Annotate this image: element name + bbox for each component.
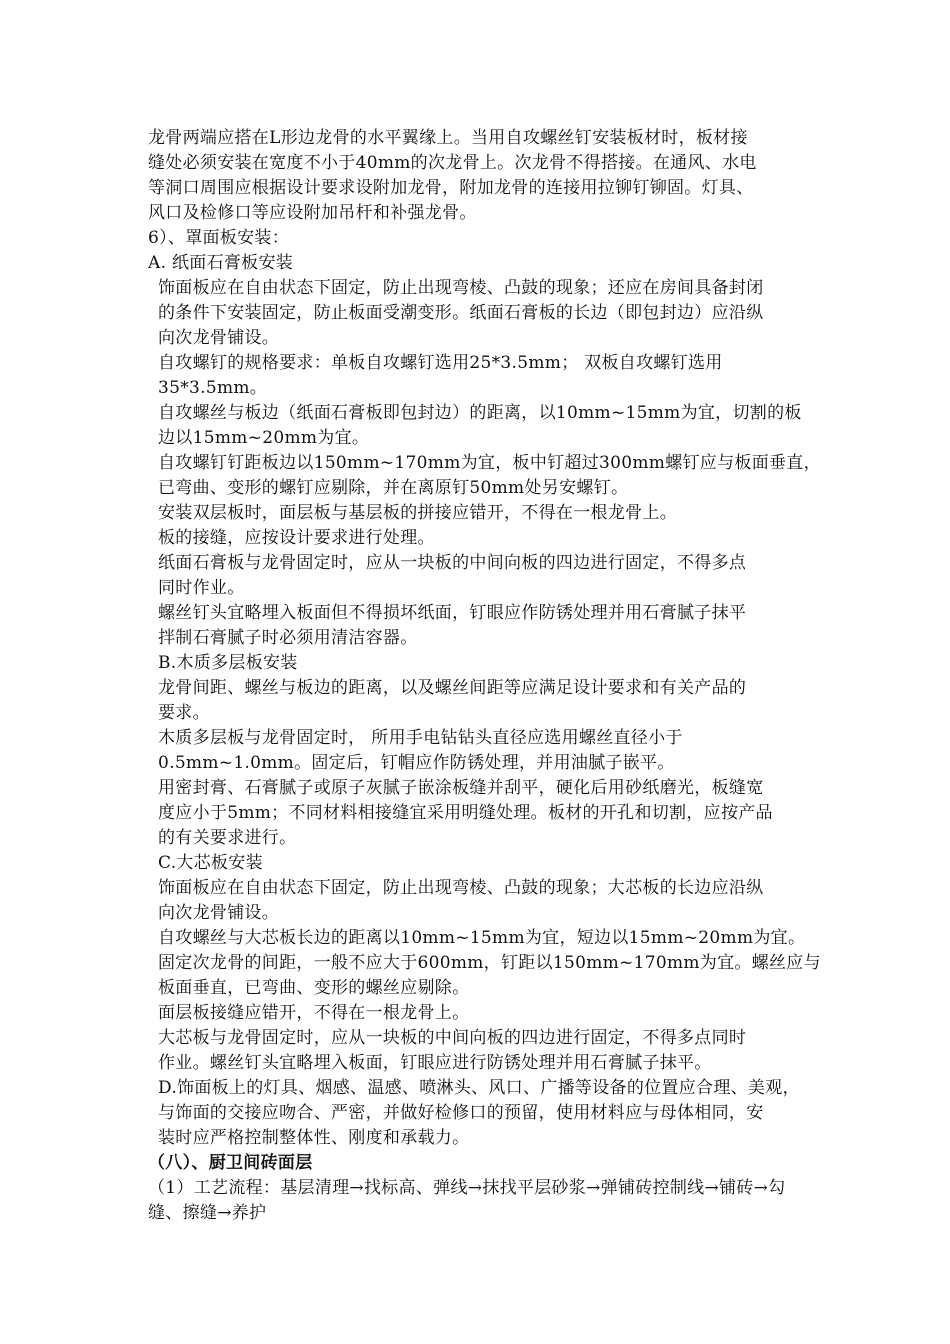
- text-line: 自攻螺钉的规格要求：单板自攻螺钉选用25*3.5mm； 双板自攻螺钉选用: [158, 353, 723, 373]
- text-line: 与饰面的交接应吻合、严密，并做好检修口的预留，使用材料应与母体相同，安: [158, 1103, 764, 1123]
- text-line: 的有关要求进行。: [158, 828, 297, 848]
- text-line: 35*3.5mm。: [158, 378, 268, 398]
- text-line: 0.5mm~1.0mm。固定后，钉帽应作防锈处理，并用油腻子嵌平。: [158, 753, 675, 773]
- text-line: 向次龙骨铺设。: [158, 328, 280, 348]
- text-line: 拌制石膏腻子时必须用清洁容器。: [158, 628, 418, 648]
- text-line: 风口及检修口等应设附加吊杆和补强龙骨。: [148, 203, 477, 223]
- text-line: 木质多层板与龙骨固定时， 所用手电钻钻头直径应选用螺丝直径小于: [158, 728, 683, 748]
- text-line: 固定次龙骨的间距，一般不应大于600mm，钉距以150mm~170mm为宜。螺丝应与: [158, 953, 821, 973]
- text-line: 已弯曲、变形的螺钉应剔除，并在离原钉50mm处另安螺钉。: [158, 478, 629, 498]
- text-line: 度应小于5mm；不同材料相接缝宜采用明缝处理。板材的开孔和切割，应按产品: [158, 803, 773, 823]
- text-line: 用密封膏、石膏腻子或原子灰腻子嵌涂板缝并刮平，硬化后用砂纸磨光，板缝宽: [158, 778, 764, 798]
- text-line: 龙骨间距、螺丝与板边的距离，以及螺丝间距等应满足设计要求和有关产品的: [158, 678, 747, 698]
- section-heading: 6）、罩面板安装：: [148, 228, 290, 248]
- section-heading: （八）、厨卫间砖面层: [148, 1153, 313, 1173]
- text-line: 螺丝钉头宜略埋入板面但不得损坏纸面，钉眼应作防锈处理并用石膏腻子抹平: [158, 603, 747, 623]
- text-line: 饰面板应在自由状态下固定，防止出现弯棱、凸鼓的现象；大芯板的长边应沿纵: [158, 878, 764, 898]
- text-line: 边以15mm~20mm为宜。: [158, 428, 370, 448]
- text-line: 向次龙骨铺设。: [158, 903, 280, 923]
- text-line: D.饰面板上的灯具、烟感、温感、喷淋头、风口、广播等设备的位置应合理、美观，: [158, 1078, 800, 1098]
- text-line: 缝处必须安装在宽度不小于40mm的次龙骨上。次龙骨不得搭接。在通风、水电: [148, 153, 757, 173]
- text-line: 自攻螺丝与板边（纸面石膏板即包封边）的距离，以10mm~15mm为宜，切割的板: [158, 403, 802, 423]
- text-line: 板面垂直，已弯曲、变形的螺丝应剔除。: [158, 978, 470, 998]
- text-line: 等洞口周围应根据设计要求设附加龙骨，附加龙骨的连接用拉铆钉铆固。灯具、: [148, 178, 754, 198]
- text-line: 安装双层板时，面层板与基层板的拼接应错开，不得在一根龙骨上。: [158, 503, 677, 523]
- text-line: 板的接缝，应按设计要求进行处理。: [158, 528, 435, 548]
- text-line: 同时作业。: [158, 578, 245, 598]
- text-line: 纸面石膏板与龙骨固定时，应从一块板的中间向板的四边进行固定，不得多点: [158, 553, 747, 573]
- text-line: 要求。: [158, 703, 210, 723]
- text-line: 自攻螺丝与大芯板长边的距离以10mm~15mm为宜，短边以15mm~20mm为宜。: [158, 928, 806, 948]
- text-line: 面层板接缝应错开，不得在一根龙骨上。: [158, 1003, 470, 1023]
- text-line: 饰面板应在自由状态下固定，防止出现弯棱、凸鼓的现象；还应在房间具备封闭: [158, 278, 764, 298]
- text-line: 作业。螺丝钉头宜略埋入板面，钉眼应进行防锈处理并用石膏腻子抹平。: [158, 1053, 712, 1073]
- subsection-heading: A. 纸面石膏板安装: [148, 253, 294, 273]
- text-line: 自攻螺钉钉距板边以150mm~170mm为宜，板中钉超过300mm螺钉应与板面垂直，: [158, 453, 821, 473]
- text-line: （1）工艺流程：基层清理→找标高、弹线→抹找平层砂浆→弹铺砖控制线→铺砖→勾: [148, 1178, 786, 1198]
- subsection-heading: C.大芯板安装: [158, 853, 263, 873]
- text-line: 龙骨两端应搭在L形边龙骨的水平翼缘上。当用自攻螺丝钉安装板材时，板材接: [148, 128, 748, 148]
- text-line: 缝、擦缝→养护: [148, 1203, 267, 1223]
- text-line: 大芯板与龙骨固定时，应从一块板的中间向板的四边进行固定，不得多点同时: [158, 1028, 747, 1048]
- subsection-heading: B.木质多层板安装: [158, 653, 298, 673]
- text-line: 装时应严格控制整体性、刚度和承载力。: [158, 1128, 470, 1148]
- text-line: 的条件下安装固定，防止板面受潮变形。纸面石膏板的长边（即包封边）应沿纵: [158, 303, 764, 323]
